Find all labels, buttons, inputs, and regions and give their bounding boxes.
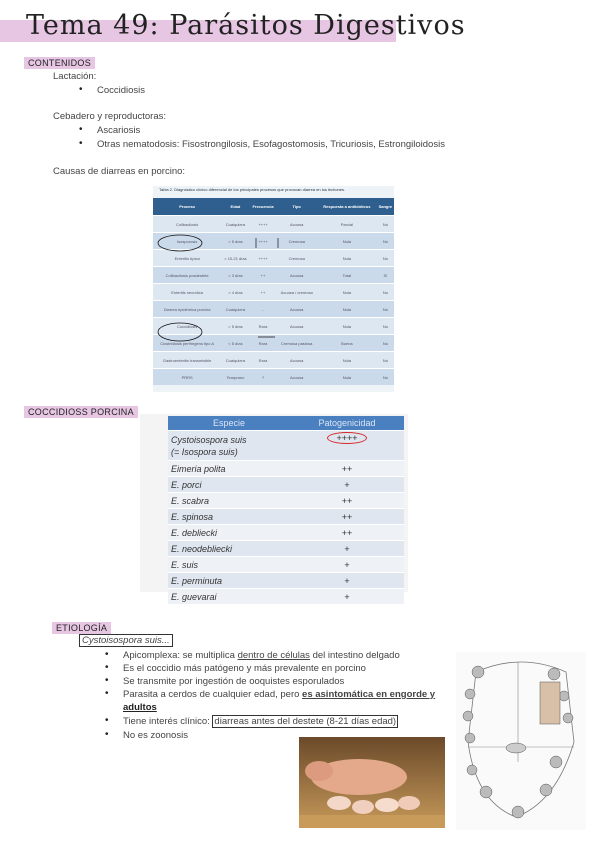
species-name: E. debliecki	[168, 525, 290, 541]
table-cell: Cremosa	[276, 233, 317, 250]
table-cell: Colibacilosis	[153, 216, 221, 233]
table-header: Edad	[221, 198, 249, 216]
table-cell: Total	[317, 267, 377, 284]
species-name: Cystoisospora suis	[171, 434, 247, 445]
table-cell: Cualquiera	[221, 352, 249, 369]
table-row	[168, 573, 404, 589]
lactacion-item: • Coccidiosis	[97, 85, 145, 96]
table-cell: Parcial	[317, 216, 377, 233]
table-cell: Acuosa	[276, 301, 317, 318]
species-name: E. suis	[168, 557, 290, 573]
table-cell: No	[377, 318, 394, 335]
table-cell: Nula	[317, 369, 377, 386]
cebadero-item: • Ascariosis	[97, 125, 140, 136]
pathogenicity-value: ++	[290, 509, 404, 525]
table-cell: Sí	[377, 267, 394, 284]
table-cell: Cualquiera	[221, 301, 249, 318]
table-header: Patogenicidad	[290, 416, 404, 431]
table-cell: Nula	[317, 301, 377, 318]
table-cell: > 5 días	[221, 318, 249, 335]
table-header: Frecuencia	[250, 198, 277, 216]
table-header: Proceso	[153, 198, 221, 216]
table-cell: No	[377, 301, 394, 318]
table-cell: Nula	[317, 352, 377, 369]
table-row	[168, 525, 404, 541]
table-header: Sangre	[377, 198, 394, 216]
table-header: Respuesta a antibióticos	[317, 198, 377, 216]
diarrhea-table	[153, 186, 394, 392]
table-cell: Rara	[250, 318, 277, 335]
table-cell: > 3 días	[221, 267, 249, 284]
pathogenicity-value: ++	[290, 493, 404, 509]
table-cell: < 5 días	[221, 335, 249, 352]
table-cell: Rara	[250, 335, 277, 352]
table-cell: Nula	[317, 284, 377, 301]
table-cell: Colibacilosis posdestete	[153, 267, 221, 284]
pathogenicity-value: +	[290, 589, 404, 605]
coccidia-species-table	[140, 414, 408, 602]
causas-label: Causas de diarreas en porcino:	[53, 166, 186, 177]
table-row	[168, 541, 404, 557]
etiologia-item: • Se transmite por ingestión de ooquistes esporulados	[123, 676, 344, 687]
etiologia-item: • No es zoonosis	[123, 730, 188, 741]
table-cell: ++++	[250, 216, 277, 233]
pathogenicity-value: ++	[290, 461, 404, 477]
pathogenicity-value: +	[290, 573, 404, 589]
table-cell: Coccidiosis	[153, 318, 221, 335]
table-cell: Cremosa pastosa	[276, 335, 317, 352]
table-cell: Gastroenteritis transmisible	[153, 352, 221, 369]
table-cell: No	[377, 250, 394, 267]
etiologia-item-continuation: adultos	[123, 702, 157, 713]
species-synonym: (= Isospora suis)	[171, 446, 238, 457]
etiologia-subtitle: Cystoisospora suis...	[79, 634, 173, 647]
table-cell: Isosporosis	[153, 233, 221, 250]
pathogenicity-value: ++++	[327, 432, 366, 444]
etiologia-item: • Apicomplexa: se multiplica dentro de células del intestino delgado	[123, 650, 400, 661]
table-cell: Buena	[317, 335, 377, 352]
etiologia-item: • Tiene interés clínico: diarreas antes del destete (8-21 días edad)	[123, 716, 398, 727]
table-cell: Acuosa	[276, 352, 317, 369]
table-row	[168, 461, 404, 477]
species-name: E. porci	[168, 477, 290, 493]
piglets-photo	[299, 737, 445, 828]
table-cell: Diarrea epidémica porcina	[153, 301, 221, 318]
table-cell: Acuosa	[276, 267, 317, 284]
table-row	[168, 589, 404, 605]
table-row	[168, 493, 404, 509]
etiologia-item: • Parasita a cerdos de cualquier edad, pero es asintomática en engorde y	[123, 689, 435, 700]
table-cell: > 10-21 días	[221, 250, 249, 267]
pathogenicity-value: +	[290, 541, 404, 557]
table-row	[168, 509, 404, 525]
table-cell: No	[377, 216, 394, 233]
table-cell: Nula	[317, 233, 377, 250]
table-cell: > 4 días	[221, 284, 249, 301]
pathogenicity-value: +	[290, 557, 404, 573]
table-cell: No	[377, 335, 394, 352]
table-cell: ?	[250, 369, 277, 386]
table-cell: Acuosa	[276, 369, 317, 386]
section-tag-contenidos: CONTENIDOS	[24, 57, 95, 69]
table-cell: Acuosa	[276, 216, 317, 233]
table-cell: ++++	[250, 250, 277, 267]
species-name: E. guevarai	[168, 589, 290, 605]
table-cell: Acuosa	[276, 318, 317, 335]
table-cell: ++	[250, 284, 277, 301]
table-row	[168, 431, 404, 461]
section-tag-etiologia: ETIOLOGÍA	[52, 622, 111, 634]
table-cell: Enteritis típica	[153, 250, 221, 267]
table-cell: Cualquiera	[221, 216, 249, 233]
table-header: Tipo	[276, 198, 317, 216]
table-cell: PRRS	[153, 369, 221, 386]
pathogenicity-value: ++	[290, 525, 404, 541]
table-row	[168, 477, 404, 493]
handwritten-marks	[153, 186, 394, 392]
species-name: E. scabra	[168, 493, 290, 509]
table-row	[168, 557, 404, 573]
table-cell: -	[250, 301, 277, 318]
table-header: Especie	[168, 416, 290, 431]
table-cell: ++	[250, 267, 277, 284]
species-name: E. neodebliecki	[168, 541, 290, 557]
table-cell: Nula	[317, 318, 377, 335]
page-title: Tema 49: Parásitos Digestivos	[26, 10, 466, 41]
cebadero-item: • Otras nematodosis: Fisostrongilosis, Esofagostomosis, Tricuriosis, Estrongiloidosis	[97, 139, 445, 150]
species-name: E. perminuta	[168, 573, 290, 589]
pathogenicity-value: +	[290, 477, 404, 493]
life-cycle-diagram	[456, 652, 586, 830]
species-name: E. spinosa	[168, 509, 290, 525]
table-cell: Rara	[250, 352, 277, 369]
table-cell: Temprano	[221, 369, 249, 386]
table-cell: Nula	[317, 250, 377, 267]
lactacion-label: Lactación:	[53, 71, 97, 82]
table-cell: ++++	[250, 233, 277, 250]
table-caption: Tabla 2. Diagnóstico clínico diferencial de los principales procesos que provocan diarrea en los lechones.	[159, 187, 346, 192]
table-cell: No	[377, 233, 394, 250]
table-cell: No	[377, 369, 394, 386]
table-cell: > 5 días	[221, 233, 249, 250]
cebadero-label: Cebadero y reproductoras:	[53, 111, 167, 122]
table-cell: Enteritis necrótica	[153, 284, 221, 301]
etiologia-item: • Es el coccidio más patógeno y más prevalente en porcino	[123, 663, 366, 674]
section-tag-coccidiosis: COCCIDIOSS PORCINA	[24, 406, 138, 418]
species-name: Eimeria polita	[168, 461, 290, 477]
table-cell: Cremosa	[276, 250, 317, 267]
table-cell: Clostridiosis perfringens tipo A	[153, 335, 221, 352]
table-cell: No	[377, 352, 394, 369]
table-cell: Acuosa / cremosa	[276, 284, 317, 301]
table-cell: No	[377, 284, 394, 301]
